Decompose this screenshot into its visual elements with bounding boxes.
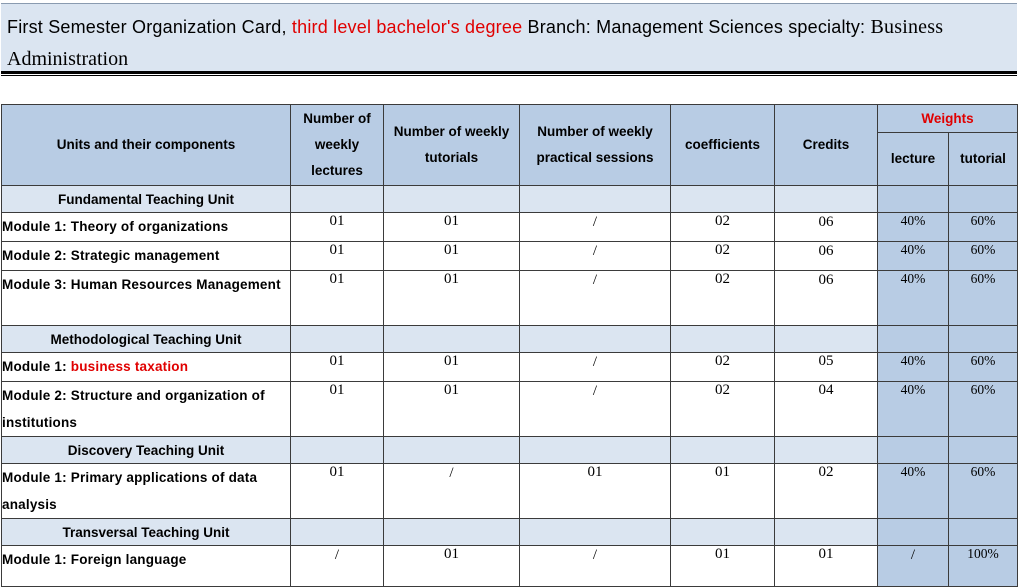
credits-value: 06	[775, 242, 878, 271]
section-title: Methodological Teaching Unit	[2, 326, 291, 353]
lectures-value: 01	[291, 464, 384, 519]
col-header-coefficients: coefficients	[671, 105, 775, 186]
tutorial-weight-value: 60%	[949, 353, 1018, 382]
practical-value: /	[520, 353, 671, 382]
module-row	[2, 382, 1018, 437]
lecture-weight-value: 40%	[878, 464, 949, 519]
lectures-value: 01	[291, 271, 384, 326]
lecture-weight-value: 40%	[878, 382, 949, 437]
tutorials-value: 01	[384, 353, 520, 382]
section-title: Discovery Teaching Unit	[2, 437, 291, 464]
col-header-weights: Weights	[878, 105, 1018, 133]
tutorial-weight-value: 60%	[949, 382, 1018, 437]
header-title-line1: First Semester Organization Card, third level bachelor's degree Branch: Management Sciences specialty: Business	[7, 16, 944, 38]
credits-value: 06	[775, 271, 878, 326]
tutorials-value: 01	[384, 546, 520, 587]
module-name: Module 3: Human Resources Management	[2, 271, 291, 326]
tutorial-weight-value: 60%	[949, 271, 1018, 326]
coefficients-value: 02	[671, 271, 775, 326]
module-name: Module 1: Primary applications of data analysis	[2, 464, 291, 519]
col-header-units: Units and their components	[2, 105, 291, 186]
tutorials-value: /	[384, 464, 520, 519]
coefficients-value: 01	[671, 546, 775, 587]
lectures-value: 01	[291, 242, 384, 271]
practical-value: /	[520, 242, 671, 271]
semester-organization-table	[1, 104, 1018, 587]
tutorial-weight-value: 60%	[949, 242, 1018, 271]
section-title: Fundamental Teaching Unit	[2, 186, 291, 213]
lectures-value: 01	[291, 382, 384, 437]
col-header-weight-lecture: lecture	[878, 133, 949, 186]
header-title-line2: Administration	[7, 48, 129, 70]
practical-value: /	[520, 271, 671, 326]
practical-value: /	[520, 382, 671, 437]
col-header-credits: Credits	[775, 105, 878, 186]
credits-value: 04	[775, 382, 878, 437]
tutorial-weight-value: 60%	[949, 464, 1018, 519]
coefficients-value: 02	[671, 382, 775, 437]
tutorial-weight-value: 60%	[949, 213, 1018, 242]
lecture-weight-value: 40%	[878, 242, 949, 271]
module-name: Module 2: Structure and organization of institutions	[2, 382, 291, 437]
header-rule-thin	[1, 75, 1017, 76]
module-row	[2, 464, 1018, 519]
module-row	[2, 271, 1018, 326]
lecture-weight-value: 40%	[878, 353, 949, 382]
tutorials-value: 01	[384, 242, 520, 271]
tutorials-value: 01	[384, 382, 520, 437]
coefficients-value: 01	[671, 464, 775, 519]
lectures-value: /	[291, 546, 384, 587]
section-row	[2, 437, 1018, 464]
coefficients-value: 02	[671, 353, 775, 382]
module-row	[2, 546, 1018, 587]
lecture-weight-value: 40%	[878, 271, 949, 326]
coefficients-value: 02	[671, 242, 775, 271]
coefficients-value: 02	[671, 213, 775, 242]
tutorials-value: 01	[384, 213, 520, 242]
page-header	[1, 3, 1017, 73]
col-header-tutorials: Number of weekly tutorials	[384, 105, 520, 186]
lectures-value: 01	[291, 353, 384, 382]
practical-value: /	[520, 213, 671, 242]
section-row	[2, 326, 1018, 353]
section-row	[2, 519, 1018, 546]
section-row	[2, 186, 1018, 213]
module-row	[2, 213, 1018, 242]
module-name: Module 1: Theory of organizations	[2, 213, 291, 242]
credits-value: 05	[775, 353, 878, 382]
tutorial-weight-value: 100%	[949, 546, 1018, 587]
practical-value: 01	[520, 464, 671, 519]
practical-value: /	[520, 546, 671, 587]
tutorials-value: 01	[384, 271, 520, 326]
module-row	[2, 242, 1018, 271]
lectures-value: 01	[291, 213, 384, 242]
lecture-weight-value: /	[878, 546, 949, 587]
module-name: Module 1: business taxation	[2, 353, 291, 382]
lecture-weight-value: 40%	[878, 213, 949, 242]
credits-value: 01	[775, 546, 878, 587]
module-name: Module 1: Foreign language	[2, 546, 291, 587]
col-header-practical: Number of weekly practical sessions	[520, 105, 671, 186]
credits-value: 02	[775, 464, 878, 519]
col-header-lectures: Number of weekly lectures	[291, 105, 384, 186]
header-rule-thick	[1, 71, 1017, 74]
module-name: Module 2: Strategic management	[2, 242, 291, 271]
degree-level-highlight: third level bachelor's degree	[291, 17, 523, 37]
module-row	[2, 353, 1018, 382]
section-title: Transversal Teaching Unit	[2, 519, 291, 546]
credits-value: 06	[775, 213, 878, 242]
col-header-weight-tutorial: tutorial	[949, 133, 1018, 186]
